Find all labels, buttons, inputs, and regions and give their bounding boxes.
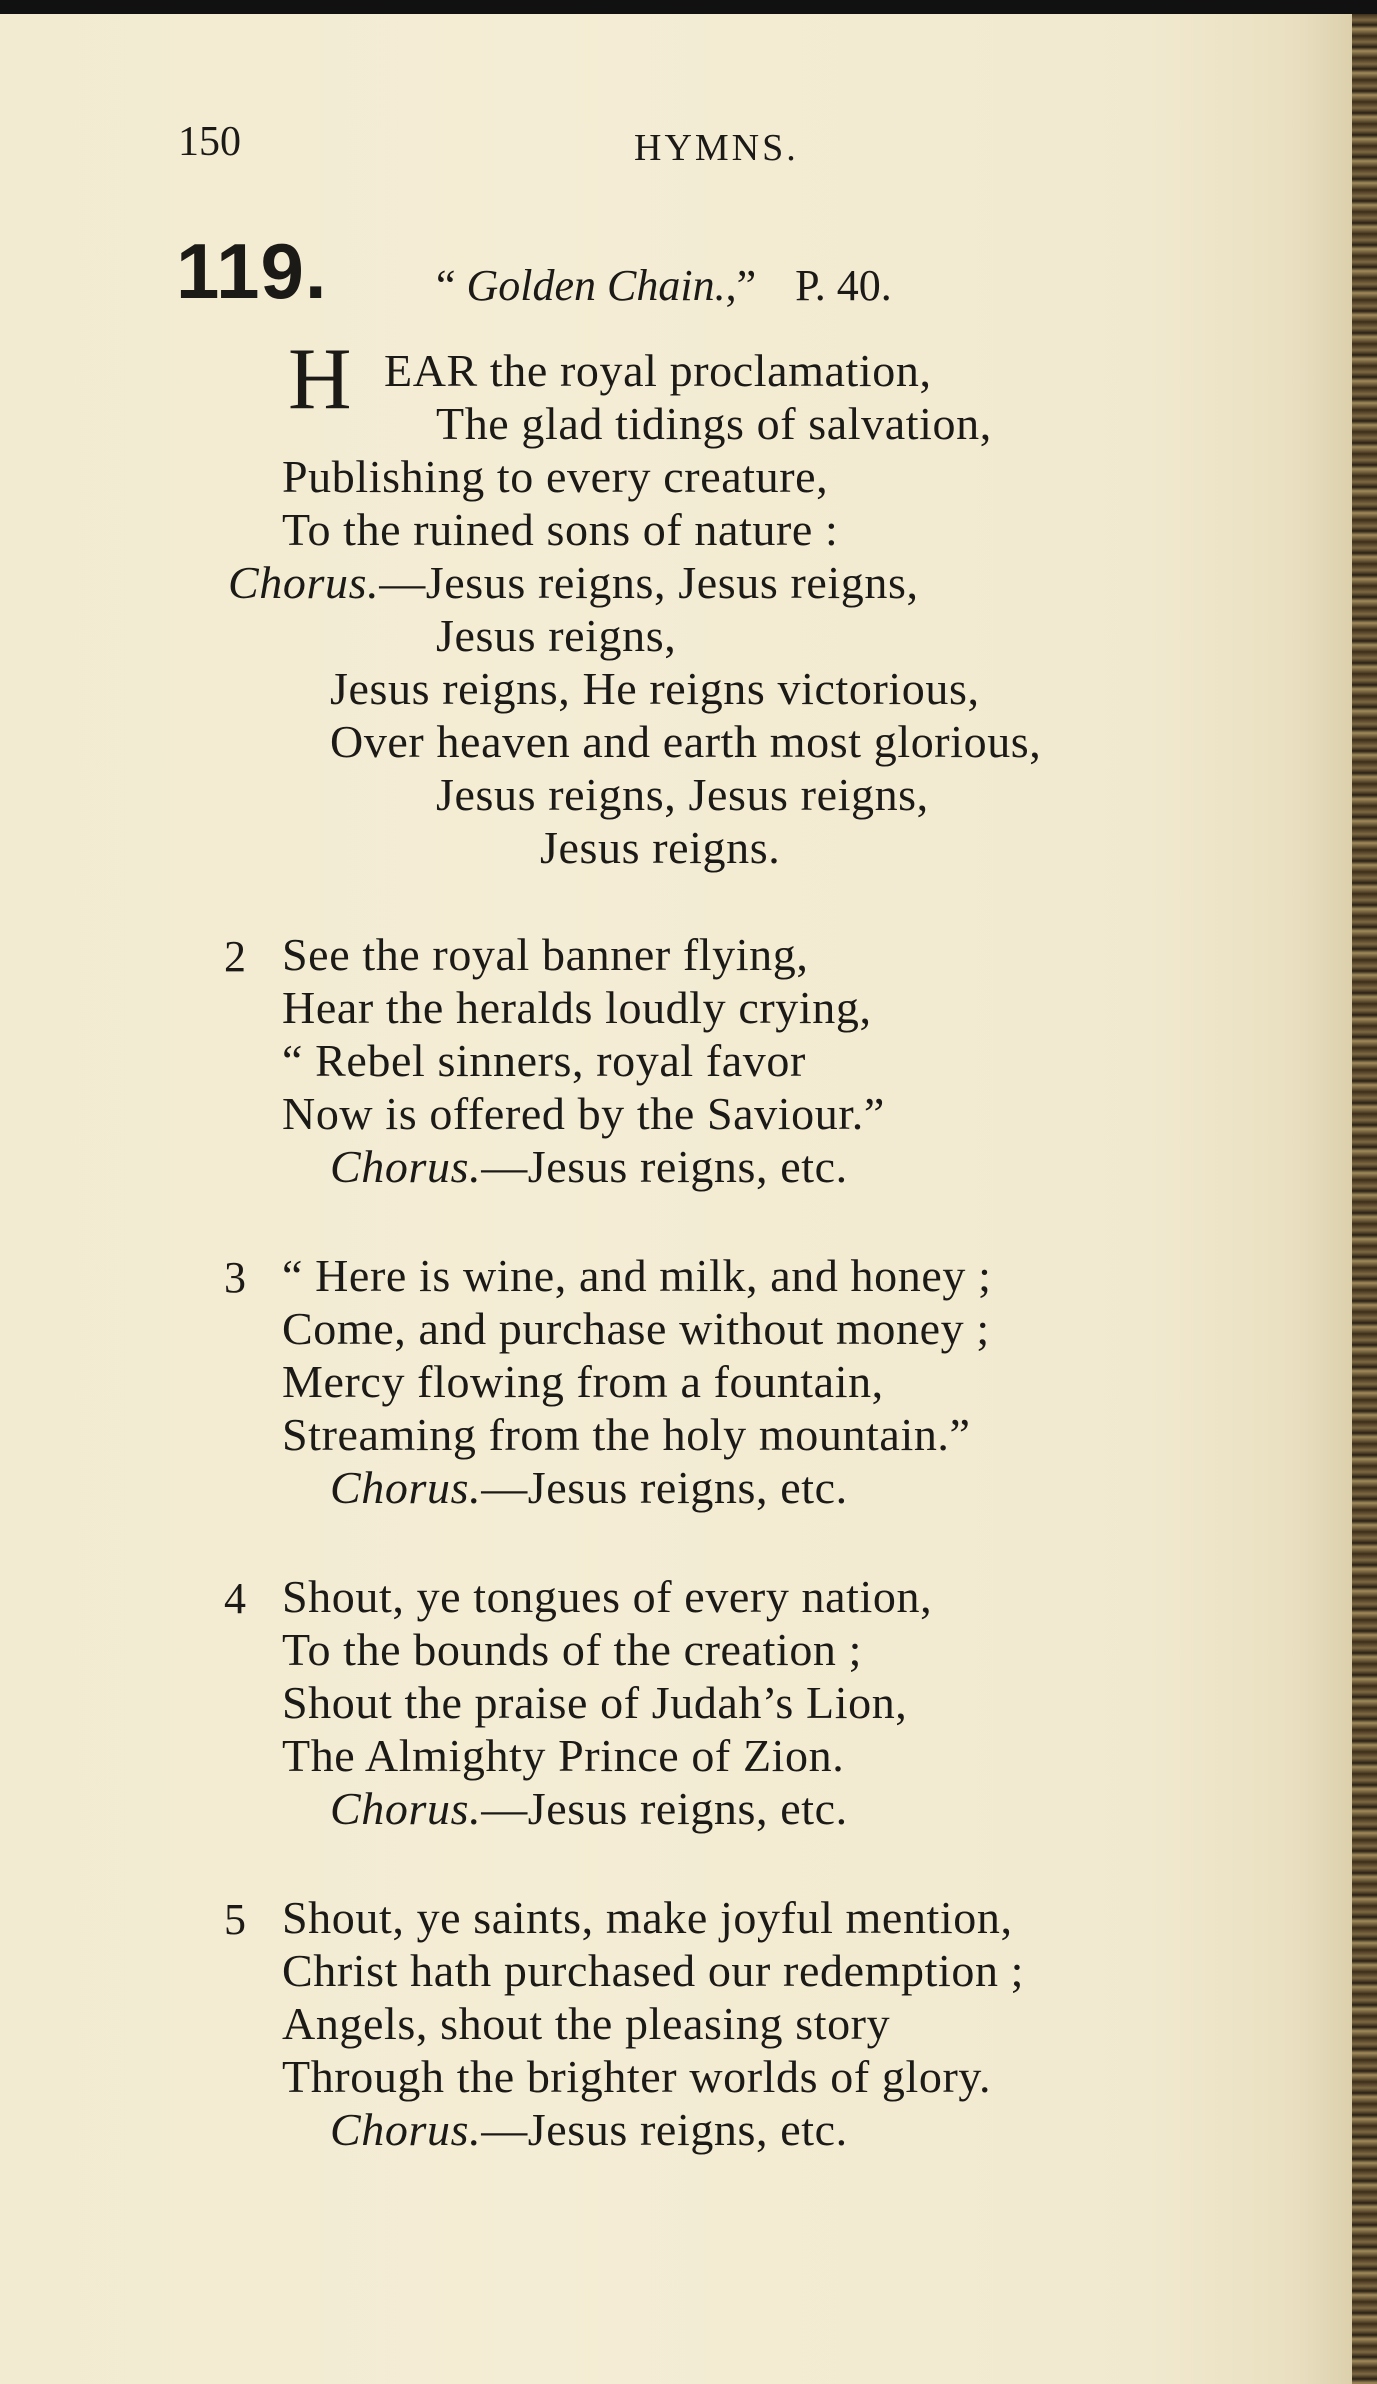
verse4-number: 4 — [224, 1574, 246, 1623]
verse3-number: 3 — [224, 1253, 246, 1302]
book-spine-edge — [1352, 14, 1377, 2384]
verse2-chorus — [330, 1140, 848, 1193]
verse3-line1: “ Here is wine, and milk, and honey ; — [282, 1250, 992, 1301]
verse1-chorus-line3: Jesus reigns, He reigns victorious, — [330, 663, 980, 714]
page-number: 150 — [178, 119, 241, 165]
drop-cap: H — [288, 331, 352, 428]
verse3-line4: Streaming from the holy mountain.” — [282, 1409, 971, 1460]
verse1-chorus-line4: Over heaven and earth most glorious, — [330, 716, 1042, 767]
verse3-chorus — [330, 1461, 848, 1514]
chorus-text: —Jesus reigns, etc. — [481, 1783, 848, 1834]
hymn-number: 119. — [176, 227, 328, 315]
verse4-chorus — [330, 1782, 848, 1835]
verse4-line1: Shout, ye tongues of every nation, — [282, 1571, 933, 1622]
verse4-line3: Shout the praise of Judah’s Lion, — [282, 1677, 908, 1728]
chorus-label: Chorus. — [330, 1462, 482, 1513]
chorus-text: —Jesus reigns, Jesus reigns, — [379, 557, 919, 608]
chorus-label: Chorus. — [330, 1783, 482, 1834]
verse2-line3: “ Rebel sinners, royal favor — [282, 1035, 806, 1086]
verse2-line4: Now is offered by the Saviour.” — [282, 1088, 885, 1139]
verse2-line2: Hear the heralds loudly crying, — [282, 982, 872, 1033]
verse5-chorus — [330, 2103, 848, 2156]
running-title: HYMNS. — [634, 127, 799, 169]
tune-reference — [436, 260, 892, 311]
verse5-line2: Christ hath purchased our redemption ; — [282, 1945, 1025, 1996]
tune-open-quote: “ — [436, 261, 456, 310]
verse1-line3: Publishing to every creature, — [282, 451, 829, 502]
verse1-chorus-line1 — [228, 556, 919, 609]
verse1-line1: EAR the royal proclamation, — [384, 345, 932, 396]
verse2-number: 2 — [224, 932, 246, 981]
verse1-chorus-line6: Jesus reigns. — [540, 822, 781, 873]
chorus-text: —Jesus reigns, etc. — [481, 1141, 848, 1192]
verse5-line3: Angels, shout the pleasing story — [282, 1998, 891, 2049]
chorus-label: Chorus. — [330, 1141, 482, 1192]
tune-page-ref: P. 40. — [795, 261, 892, 310]
verse3-line2: Come, and purchase without money ; — [282, 1303, 990, 1354]
scan-top-edge — [0, 0, 1377, 14]
verse5-line4: Through the brighter worlds of glory. — [282, 2051, 992, 2102]
verse3-line3: Mercy flowing from a fountain, — [282, 1356, 884, 1407]
chorus-text: —Jesus reigns, etc. — [481, 2104, 848, 2155]
verse5-line1: Shout, ye saints, make joyful mention, — [282, 1892, 1013, 1943]
verse2-line1: See the royal banner flying, — [282, 929, 809, 980]
hymnal-page — [0, 14, 1352, 2384]
chorus-label: Chorus. — [228, 557, 380, 608]
verse5-number: 5 — [224, 1895, 246, 1944]
verse1-line4: To the ruined sons of nature : — [282, 504, 839, 555]
tune-name: Golden Chain. — [466, 261, 726, 310]
verse1-line2: The glad tidings of salvation, — [436, 398, 992, 449]
tune-close-quote: ,” — [725, 261, 757, 310]
chorus-text: —Jesus reigns, etc. — [481, 1462, 848, 1513]
verse4-line4: The Almighty Prince of Zion. — [282, 1730, 845, 1781]
chorus-label: Chorus. — [330, 2104, 482, 2155]
verse4-line2: To the bounds of the creation ; — [282, 1624, 863, 1675]
verse1-chorus-line2: Jesus reigns, — [436, 610, 677, 661]
verse1-chorus-line5: Jesus reigns, Jesus reigns, — [436, 769, 929, 820]
